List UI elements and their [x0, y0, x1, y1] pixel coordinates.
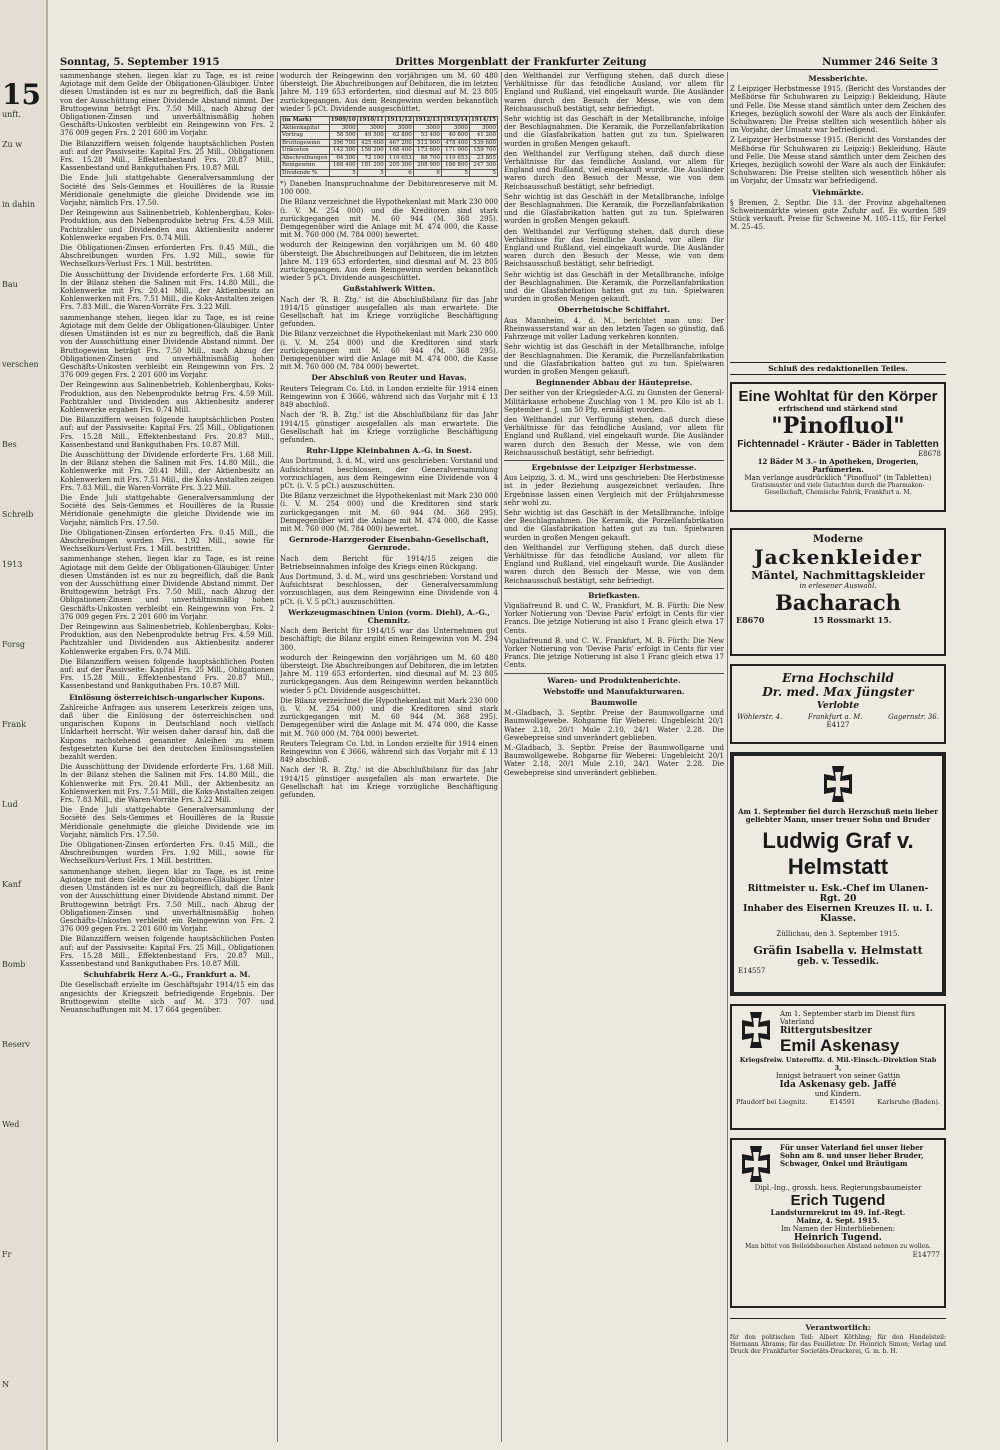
table-cell: 72 100	[357, 154, 385, 162]
article-paragraph: wodurch der Reingewinn den vorjährigen um M. 60 480 übersteigt. Die Abschreibungen auf Debitoren, die im letzten Jahre M. 119 653 erforderten, sind diesmal auf M. 23 805 zurückgegangen. Aus dem Reingewinn werden bekanntlich wieder 5 pCt. Dividende ausgeschüttet.	[280, 653, 498, 695]
article-heading: Viehmärkte.	[812, 187, 864, 197]
table-cell: 3000	[413, 124, 441, 132]
article-paragraph: Der Reingewinn aus Salinenbetrieb, Kohlenbergbau, Koks-Produktion, aus den Nebenprodukte betrug Frs. 4.59 Mill. Pachtzahler und Dividenden aus Aktienbesitz anderer Kohlenwerke ergaben Frs. 0.74 Mill.	[60, 623, 274, 656]
ad-subline: erfrischend und stärkend sind	[778, 404, 898, 413]
article-paragraph: Z Leipziger Herbstmesse 1915. (Bericht des Vorstandes der Meßbörse für Schuhwaren zu Leipzig:) Bekleidung, Häute und Felle. Die Messe stand sämtlich unter dem Zeichen des Krieges, bezüglich sowohl der Ware als auch der Einkäufer. Schuhwaren: Die Preise stellten sich wesentlich höher als im Vorjahr, der Umsatz war befriedigend.	[730, 136, 946, 186]
article-paragraph: Der Reingewinn aus Salinenbetrieb, Kohlenbergbau, Koks-Produktion, aus den Nebenprodukte betrug Frs. 4.59 Mill. Pachtzahler und Dividenden aus Aktienbesitz anderer Kohlenwerke ergaben Frs. 0.74 Mill.	[60, 209, 274, 242]
gutter-fragment: Kanf	[2, 880, 21, 889]
obituary-intro: Am 1. September fiel durch Herzschuß mein lieber geliebter Mann, unser treuer Sohn und Bruder	[738, 807, 938, 824]
ad-kicker: Moderne	[813, 534, 863, 545]
engagement-notice	[730, 664, 946, 744]
table-cell: 539 600	[469, 139, 497, 147]
table-cell: 58 500	[329, 132, 357, 140]
article-column-1	[60, 72, 274, 1442]
article-paragraph: Z Leipziger Herbstmesse 1915. (Bericht des Vorstandes der Meßbörse für Schuhwaren zu Leipzig:) Bekleidung, Häute und Felle. Die Messe stand sämtlich unter dem Zeichen des Krieges, bezüglich sowohl der Ware als auch der Einkäufer. Schuhwaren: Die Preise stellten sich wesentlich höher als im Vorjahr, der Umsatz war befriedigend.	[730, 85, 946, 135]
article-paragraph: Die Bilanzziffern weisen folgende hauptsächlichen Posten auf: auf der Passivseite: Kapital Frs. 25 Mill., Obligationen Frs. 15.28 Mill., Effektenbestand Frs. 20.87 Mill., Kassenbestand und Bankguthaben Frs. 10.87 Mill.	[60, 416, 274, 449]
table-cell: 171 900	[441, 147, 469, 155]
page-number: Nummer 246 Seite 3	[822, 57, 938, 68]
column-divider	[501, 72, 502, 1442]
article-paragraph: Die Obligationen-Zinsen erforderten Frs. 0.45 Mill., die Abschreibungen wurden Frs. 1.92 Mill., sowie für Wechselkurs-Verlust Frs. 1 Mill. bestritten.	[60, 841, 274, 866]
notice-city: Frankfurt a. M.	[807, 713, 863, 721]
ad-contact: Gratismuster und viele Gutachten durch die Pharmakon-Gesellschaft, Chemische Fabrik, Frankfurt a. M.	[751, 482, 925, 496]
article-paragraph: Aus Dortmund, 3. d. M., wird uns geschrieben: Vorstand und Aufsichtsrat beschlossen, der Generalversammlung vorzuschlagen, aus dem Reingewinn eine Dividende von 4 pCt. (i. V. 5 pCt.) auszuschütten.	[280, 572, 498, 606]
table-row	[281, 124, 498, 132]
article-paragraph: Die Bilanzziffern weisen folgende hauptsächlichen Posten auf: auf der Passivseite: Kapital Frs. 25 Mill., Obligationen Frs. 15.28 Mill., Effektenbestand Frs. 20.87 Mill., Kassenbestand und Bankguthaben Frs. 10.87 Mill.	[60, 657, 274, 691]
ad-pinofluol	[730, 382, 946, 512]
obituary-tugend	[730, 1138, 946, 1308]
table-cell: Abschreibungen	[282, 154, 328, 161]
table-row	[281, 154, 498, 162]
gutter-fragment: unft.	[2, 110, 22, 119]
article-paragraph: Sehr wichtig ist das Geschäft in der Metallbranche, infolge der Beschlagnahmen. Die Keramik, die Porzellanfabrikation und die Glasfabrikation hatten gut zu tun. Spielwaren wurden in großen Mengen gekauft.	[504, 508, 724, 542]
table-row	[281, 139, 498, 147]
obituary-honor: Inhaber des Eisernen Kreuzes II. u. I. Klasse.	[743, 904, 933, 924]
article-paragraph: sammenhange stehen, liegen klar zu Tage, es ist reine Agiotage mit dem Gelde der Obligationen-Gläubiger. Unter diesen Umständen ist es nur zu begreiflich, daß die Bank von der Ausschüttung einer Dividende Abstand nimmt. Der Bruttogewinn beträgt Frs. 7.50 Mill., nach Abzug der Obligationen-Zinsen und unverhältnismäßig hohen Geschäfts-Unkosten verbleibt ein Reingewinn von Frs. 2 376 009 gegen Frs. 2 201 600 im Vorjahr.	[60, 72, 274, 138]
table-cell: 3000	[441, 124, 469, 132]
article-paragraph: Sehr wichtig ist das Geschäft in der Metallbranche, infolge der Beschlagnahmen. Die Keramik, die Porzellanfabrikation und die Glasfabrikation hatten gut zu tun. Spielwaren wurden in großen Mengen gekauft.	[504, 192, 724, 226]
ad-brand: Bacharach	[775, 590, 901, 615]
table-row	[281, 147, 498, 155]
article-paragraph: Aus Mannheim, 4. d. M., berichtet man uns: Der Rheinwasserstand war an den letzten Tagen so günstig, daß Fahrzeuge mit voller Ladung verkehren konnten.	[504, 316, 724, 342]
article-paragraph: Nach der 'R. B. Ztg.' ist die Abschlußbilanz für das Jahr 1914/15 günstiger ausgefallen als man erwartete. Die Gesellschaft hat im Kriege vorzügliche Beschäftigung gefunden.	[280, 295, 498, 329]
table-cell: 41 200	[469, 132, 497, 140]
table-header-cell: 1913/14	[442, 117, 468, 124]
section-rule	[504, 588, 724, 589]
table-cell: 512 900	[413, 139, 441, 147]
table-row	[281, 162, 498, 170]
article-paragraph: Sehr wichtig ist das Geschäft in der Metallbranche, infolge der Beschlagnahmen. Die Keramik, die Porzellanfabrikation und die Glasfabrikation hatten gut zu tun. Spielwaren wurden in großen Mengen gekauft.	[504, 270, 724, 304]
column-divider	[727, 72, 728, 1442]
article-heading: Beginnender Abbau der Häutepreise.	[535, 378, 693, 388]
article-paragraph: Die Ausschüttung der Dividende erforderte Frs. 1.68 Mill. In der Bilanz stehen die Salinen mit Frs. 14.80 Mill., die Kohlenwerke mit Frs. 20.41 Mill., der Aktienbesitz an Kohlenwerken mit Frs. 7.51 Mill., die Koks-Anstalten zeigen Frs. 7.83 Mill., die Waren-Vorräte Frs. 3.22 Mill.	[60, 450, 274, 492]
article-heading: Der Abschluß von Reuter und Havas.	[311, 373, 467, 383]
article-heading: Messberichte.	[808, 74, 868, 83]
ad-headline: Eine Wohltat für den Körper	[738, 388, 938, 405]
table-cell: 173 600	[413, 147, 441, 155]
ad-brand: "Pinofluol"	[771, 413, 905, 439]
obituary-signer: Ida Askenasy geb. Jaffé	[779, 1080, 897, 1090]
article-paragraph: Die Ende Juli stattgehabte Generalversammlung der Société des Sels-Gemmes et Houillères de la Russie Méridionale genehmigte die gleiche Dividende wie im Vorjahr, nämlich Frs. 17.50.	[60, 806, 274, 839]
gutter-fragment: Bomb	[2, 960, 26, 969]
ad-note: Man verlange ausdrücklich "Pinofluol" (in Tabletten)	[744, 474, 932, 482]
gutter-fragment: Schreib	[2, 510, 34, 519]
notice-label: Verlobte	[816, 701, 860, 711]
article-paragraph: Aus Dortmund, 3. d. M., wird uns geschrieben: Vorstand und Aufsichtsrat beschlossen, der Generalversammlung vorzuschlagen, aus dem Reingewinn eine Dividende von 4 pCt. (i. V. 5 pCt.) auszuschütten.	[280, 457, 498, 490]
gutter-fragment: Bau	[2, 280, 18, 289]
obituary-intro: Am 1. September starb im Dienst fürs Vaterland	[780, 1010, 915, 1026]
article-paragraph: Vigaliafreund B. und C. W., Frankfurt, M. B. Fürth: Die New Yorker Notierung von 'Devise Paris' erfolgt in Cents für vier Francs. Die jetzige Notierung ist also 1 Franc gleich etwa 17 Cents.	[504, 601, 724, 635]
article-paragraph: Aus Leipzig, 3. d. M., wird uns geschrieben: Die Herbstmesse ist in jeder Beziehung ausgezeichnet verlaufen. Ihre Ergebnisse lassen einen Vergleich mit der Frühjahrsmesse sehr wohl zu.	[504, 474, 724, 507]
table-row	[281, 169, 498, 177]
obituary-name: Emil Askenasy	[780, 1036, 900, 1055]
gutter-fragment: Frank	[2, 720, 27, 729]
article-paragraph: Zahlreiche Anfragen aus unserem Leserkreis zeigen uns, daß über die Einlösung der österreichischen und ungarischen Kupons in Deutschland noch vielfach Unklarheit herrscht. Wir weisen daher darauf hin, daß die Kupons nachstehend genannter Anleihen zu einem festgesetzten Kurse bei den deutschen Einlösungsstellen bezahlt werden.	[60, 703, 274, 762]
page-header	[60, 56, 938, 70]
ad-code: E8678	[918, 450, 941, 458]
table-cell: 88 700	[413, 154, 441, 162]
imprint	[730, 1318, 946, 1378]
gutter-fragment: Reserv	[2, 1040, 30, 1049]
obituary-place: Züllichau, den 3. September 1915.	[776, 930, 900, 938]
table-cell: Reingewinn	[281, 162, 330, 170]
table-header-cell: (in Mark)	[281, 117, 330, 125]
article-paragraph: Die Obligationen-Zinsen erforderten Frs. 0.45 Mill., die Abschreibungen wurden Frs. 1.92 Mill., sowie für Wechselkurs-Verlust Frs. 1 Mill. bestritten.	[60, 528, 274, 554]
table-cell: 181 200	[357, 162, 385, 170]
obituary-rank: Landsturmrekrut im 49. Inf.-Regt.	[770, 1208, 906, 1217]
table-cell: Dividende %	[281, 169, 330, 177]
table-cell: 156 200	[357, 147, 385, 155]
table-cell: Vortrag	[281, 132, 330, 140]
table-cell: 5	[329, 169, 357, 177]
obituary-title: Dipl.-Ing., grossh. hess. Regierungsbaumeister	[754, 1184, 922, 1192]
ad-note: in erlesener Auswahl.	[799, 582, 877, 590]
obituary-helmstatt	[730, 752, 946, 996]
article-paragraph: wodurch der Reingewinn den vorjährigen um M. 60 480 übersteigt. Die Abschreibungen auf Debitoren, die im letzten Jahre M. 119 653 erforderten, sind diesmal auf M. 23 805 zurückgegangen. Aus dem Reingewinn werden bekanntlich wieder 5 pCt. Dividende ausgeschüttet.	[280, 72, 498, 113]
ad-code: E14557	[738, 967, 766, 975]
notice-address: Gagernstr. 36.	[888, 713, 939, 721]
article-paragraph: Die Ausschüttung der Dividende erforderte Frs. 1.68 Mill. In der Bilanz stehen die Salinen mit Frs. 14.80 Mill., die Kohlenwerke mit Frs. 20.41 Mill., der Aktienbesitz an Kohlenwerken mit Frs. 7.51 Mill., die Koks-Anstalten zeigen Frs. 7.83 Mill., die Waren-Vorräte Frs. 3.22 Mill.	[60, 270, 274, 312]
table-cell: 142 300	[329, 147, 357, 155]
imprint-heading: Verantwortlich:	[805, 1323, 871, 1332]
article-column-2	[280, 72, 498, 1442]
article-paragraph: Reuters Telegram Co. Ltd. in London erzielte für 1914 einen Reingewinn von £ 3666, während sich das Vorjahr mit £ 13 849 abschloß.	[280, 739, 498, 765]
table-cell: 23 805	[469, 154, 497, 162]
ad-subline: Mäntel, Nachmittagskleider	[751, 569, 925, 582]
table-cell: 3000	[469, 124, 497, 132]
newspaper-title: Drittes Morgenblatt der Frankfurter Zeitung	[395, 57, 647, 68]
gutter-fragment: Zu w	[2, 140, 23, 149]
table-cell: 3000	[357, 124, 385, 132]
obituary-rank: Rittmeister u. Esk.-Chef im Ulanen-Rgt. 20	[747, 884, 929, 904]
table-cell: 64 300	[329, 154, 357, 162]
article-column-3	[504, 72, 724, 1442]
article-paragraph: Nach dem Bericht für 1914/15 zeigen die Betriebseinnahmen infolge des Kriegs einen Rückgang.	[280, 554, 498, 571]
obituary-place: Mainz, 4. Sept. 1915.	[796, 1216, 880, 1225]
article-paragraph: Sehr wichtig ist das Geschäft in der Metallbranche, infolge der Beschlagnahmen. Die Keramik, die Porzellanfabrikation und die Glasfabrikation hatten gut zu tun. Spielwaren wurden in großen Mengen gekauft.	[504, 115, 724, 148]
table-cell: 119 653	[441, 154, 469, 162]
article-paragraph: Die Bilanz verzeichnet die Hypothekenlast mit Mark 230 000 (i. V. M. 254 000) und die Kreditoren sind stark zurückgegangen mit M. 60 944 (M. 368 295). Demgegenüber wird die Anlage mit M. 474 000, die Kasse mit M. 760 000 (M. 784 000) bewertet.	[280, 492, 498, 533]
obituary-rank: Kriegsfreiw. Unteroffiz. d. Mil.-Einsch.-Direktion Stab 3,	[739, 1056, 937, 1072]
financial-table	[280, 116, 498, 177]
table-cell: 168 400	[329, 162, 357, 170]
gutter-fragment: 1913	[2, 560, 23, 569]
article-paragraph: Die Obligationen-Zinsen erforderten Frs. 0.45 Mill., die Abschreibungen wurden Frs. 1.92 Mill., sowie für Wechselkurs-Verlust Frs. 1 Mill. bestritten.	[60, 244, 274, 269]
gutter-page-fragment: 15	[2, 78, 41, 111]
table-header-cell: 1910/11	[358, 117, 384, 124]
column-divider	[277, 72, 278, 1442]
table-cell: Bruttogewinn	[281, 139, 330, 147]
article-heading: Ruhr-Lippe Kleinbahnen A.-G. in Soest.	[306, 446, 472, 456]
article-paragraph: Die Bilanz verzeichnet die Hypothekenlast mit Mark 230 000 (i. V. M. 254 000) und die Kreditoren sind stark zurückgegangen mit M. 60 944 (M. 368 295). Demgegenüber wird die Anlage mit M. 474 000, die Kasse mit M. 760 000 (M. 784 000) bewertet.	[280, 198, 498, 240]
table-cell: 168 400	[385, 147, 413, 155]
section-rule	[504, 460, 724, 461]
article-paragraph: den Welthandel zur Verfügung stehen, daß durch diese Verhältnisse für das feindliche Ausland, vor allem für England und Rußland, viel eingekauft wurde. Die Ausländer waren durch den Besuch der Messe, wie von dem Reichsausschuß bestätigt, sehr befriedigt.	[504, 72, 724, 113]
table-header-cell: 1914/15	[471, 117, 496, 124]
gutter-fragment: N	[2, 1380, 9, 1389]
table-cell: 205 300	[385, 162, 413, 170]
iron-cross-icon	[818, 764, 858, 804]
article-paragraph: Der Reingewinn aus Salinenbetrieb, Kohlenbergbau, Koks-Produktion, aus den Nebenprodukte betrug Frs. 4.59 Mill. Pachtzahler und Dividenden aus Aktienbesitz anderer Kohlenwerke ergaben Frs. 0.74 Mill.	[60, 381, 274, 414]
issue-date: Sonntag, 5. September 1915	[60, 57, 220, 68]
table-cell: 6	[385, 169, 413, 177]
table-cell: 40 800	[441, 132, 469, 140]
iron-cross-icon	[736, 1144, 776, 1184]
article-paragraph: Die Ende Juli stattgehabte Generalversammlung der Société des Sels-Gemmes et Houillères de la Russie Méridionale genehmigte die gleiche Dividende wie im Vorjahr, nämlich Frs. 17.50.	[60, 174, 274, 208]
table-cell: 478 400	[441, 139, 469, 147]
article-paragraph: den Welthandel zur Verfügung stehen, daß durch diese Verhältnisse für das feindliche Ausland, vor allem für England und Rußland, viel eingekauft wurde. Die Ausländer waren durch den Besuch der Messe, wie von dem Reichsausschuß bestätigt, sehr befriedigt.	[504, 415, 724, 457]
obituary-text: Innigst betrauert von seiner Gattin	[775, 1072, 901, 1080]
gutter-fragment: Bes	[2, 440, 17, 449]
table-cell: 49 500	[357, 132, 385, 140]
article-paragraph: Die Bilanz verzeichnet die Hypothekenlast mit Mark 230 000 (i. V. M. 254 000) und die Kreditoren sind stark zurückgegangen mit M. 60 944 (M. 368 295). Demgegenüber wird die Anlage mit M. 474 000, die Kasse mit M. 760 000 (M. 784 000) bewertet.	[280, 696, 498, 738]
iron-cross-icon	[736, 1010, 776, 1050]
article-paragraph: sammenhange stehen, liegen klar zu Tage, es ist reine Agiotage mit dem Gelde der Obligationen-Gläubiger. Unter diesen Umständen ist es nur zu begreiflich, daß die Bank von der Ausschüttung einer Dividende Abstand nimmt. Der Bruttogewinn beträgt Frs. 7.50 Mill., nach Abzug der Obligationen-Zinsen und unverhältnismäßig hohen Geschäfts-Unkosten verbleibt ein Reingewinn von Frs. 2 376 009 gegen Frs. 2 201 600 im Vorjahr.	[60, 313, 274, 380]
article-paragraph: Nach dem Bericht für 1914/15 war das Unternehmen gut beschäftigt; die Bilanz ergibt einen Reingewinn von M. 294 300.	[280, 627, 498, 652]
obituary-note: Man bittet von Beileidsbesuchen Abstand nehmen zu wollen.	[745, 1243, 931, 1250]
gutter-fragment: Fr	[2, 1250, 12, 1259]
article-paragraph: den Welthandel zur Verfügung stehen, daß durch diese Verhältnisse für das feindliche Ausland, vor allem für England und Rußland, viel eingekauft wurde. Die Ausländer waren durch den Besuch der Messe, wie von dem Reichsausschuß bestätigt, sehr befriedigt.	[504, 227, 724, 269]
table-cell: 186 800	[441, 162, 469, 170]
article-paragraph: Reuters Telegram Co. Ltd. in London erzielte für 1914 einen Reingewinn von £ 3666, während sich das Vorjahr mit £ 13 849 abschloß.	[280, 384, 498, 410]
obituary-name: Erich Tugend	[790, 1192, 886, 1209]
table-cell: 467 200	[385, 139, 413, 147]
obituary-place: Pfaudorf bei Liegnitz.	[736, 1098, 808, 1106]
article-paragraph: § Bremen, 2. Septbr. Die 13. der Provinz abgehaltenen Schweinemärkte wiesen gute Zufuhr auf. Es wurden 589 Stück verkauft. Preise für Schweine M. 105–115, für Ferkel M. 25–45.	[730, 198, 946, 232]
table-footnote: *) Daneben Inanspruchnahme der Debitorenreserve mit M. 100 000.	[280, 180, 498, 197]
article-subheading: Baumwolle	[590, 698, 638, 708]
ad-code: E4127	[826, 721, 850, 729]
article-column-4	[730, 72, 946, 362]
table-body	[281, 124, 498, 177]
article-paragraph: sammenhange stehen, liegen klar zu Tage, es ist reine Agiotage mit dem Gelde der Obligationen-Gläubiger. Unter diesen Umständen ist es nur zu begreiflich, daß die Bank von der Ausschüttung einer Dividende Abstand nimmt. Der Bruttogewinn beträgt Frs. 7.50 Mill., nach Abzug der Obligationen-Zinsen und unverhältnismäßig hohen Geschäfts-Unkosten verbleibt ein Reingewinn von Frs. 2 376 009 gegen Frs. 2 201 600 im Vorjahr.	[60, 555, 274, 621]
article-subheading: Webstoffe und Manufakturwaren.	[543, 686, 685, 696]
table-header-row	[281, 117, 498, 125]
gutter-fragment: Lud	[2, 800, 18, 809]
obituary-text: Im Namen der Hinterbliebenen:	[780, 1225, 896, 1233]
editorial-end-line: Schluß des redaktionellen Teiles.	[730, 362, 946, 375]
gutter-fragment: in dahin	[2, 200, 36, 209]
article-paragraph: M.-Gladbach, 3. Septbr. Preise der Baumwollgarne und Baumwollgewebe. Rohgarne für Weberei: Ungebleicht 20/1 Water 2.18, 20/1 Mule 2.10, 24/1 Water 2.28. Die Gewebepreise sind unverändert geblieben.	[504, 744, 724, 777]
table-cell: 425 600	[357, 139, 385, 147]
table-cell: 247 300	[469, 162, 497, 170]
article-paragraph: M.-Gladbach, 3. Septbr. Preise der Baumwollgarne und Baumwollgewebe. Rohgarne für Weberei: Ungebleicht 20/1 Water 2.18, 20/1 Mule 2.10, 24/1 Water 2.28. Die Gewebepreise sind unverändert geblieben.	[504, 709, 724, 742]
table-cell: 5	[469, 169, 497, 177]
article-paragraph: den Welthandel zur Verfügung stehen, daß durch diese Verhältnisse für das feindliche Ausland, vor allem für England und Rußland, viel eingekauft wurde. Die Ausländer waren durch den Besuch der Messe, wie von dem Reichsausschuß bestätigt, sehr befriedigt.	[504, 149, 724, 191]
ad-headline: Jackenkleider	[754, 545, 922, 569]
table-cell: 62 800	[385, 132, 413, 140]
ad-address: 15 Rossmarkt 15.	[812, 615, 892, 625]
table-cell: 5	[441, 169, 469, 177]
table-cell: 5	[357, 169, 385, 177]
article-paragraph: sammenhange stehen, liegen klar zu Tage, es ist reine Agiotage mit dem Gelde der Obligationen-Gläubiger. Unter diesen Umständen ist es nur zu begreiflich, daß die Bank von der Ausschüttung einer Dividende Abstand nimmt. Der Bruttogewinn beträgt Frs. 7.50 Mill., nach Abzug der Obligationen-Zinsen und unverhältnismäßig hohen Geschäfts-Unkosten verbleibt ein Reingewinn von Frs. 2 376 009 gegen Frs. 2 201 600 im Vorjahr.	[60, 867, 274, 934]
notice-address: Wöhlerstr. 4.	[737, 713, 783, 721]
article-heading: Werkzeugmaschinen Union (vorm. Diehl), A.-G., Chemnitz.	[288, 607, 490, 625]
table-cell: 53 400	[413, 132, 441, 140]
obituary-signer: Heinrich Tugend.	[794, 1233, 882, 1243]
article-heading: Waren- und Produktenberichte.	[547, 675, 681, 685]
section-rule	[504, 673, 724, 674]
table-cell: 6	[413, 169, 441, 177]
article-paragraph: Sehr wichtig ist das Geschäft in der Metallbranche, infolge der Beschlagnahmen. Die Keramik, die Porzellanfabrikation und die Glasfabrikation hatten gut zu tun. Spielwaren wurden in großen Mengen gekauft.	[504, 343, 724, 376]
table-row	[281, 132, 498, 140]
notice-name: Dr. med. Max Jüngster	[762, 685, 914, 699]
gutter-fragment: Wed	[2, 1120, 20, 1129]
ad-product: Fichtennadel - Kräuter - Bäder in Tabletten	[737, 439, 939, 450]
table-header-cell: 1909/10	[330, 117, 356, 124]
ad-price: 12 Bäder M 3.– in Apotheken, Drogerien, Parfümerien.	[757, 457, 919, 474]
article-paragraph: Die Ausschüttung der Dividende erforderte Frs. 1.68 Mill. In der Bilanz stehen die Salinen mit Frs. 14.80 Mill., die Kohlenwerke mit Frs. 20.41 Mill., der Aktienbesitz an Kohlenwerken mit Frs. 7.51 Mill., die Koks-Anstalten zeigen Frs. 7.83 Mill., die Waren-Vorräte Frs. 3.22 Mill.	[60, 763, 274, 805]
ad-code: E14777	[912, 1251, 940, 1259]
article-paragraph: Die Bilanz verzeichnet die Hypothekenlast mit Mark 230 000 (i. V. M. 254 000) und die Kreditoren sind stark zurückgegangen mit M. 60 944 (M. 368 295). Demgegenüber wird die Anlage mit M. 474 000, die Kasse mit M. 760 000 (M. 784 000) bewertet.	[280, 330, 498, 372]
obituary-title: Rittergutsbesitzer	[780, 1026, 872, 1036]
article-paragraph: Nach der 'R. B. Ztg.' ist die Abschlußbilanz für das Jahr 1914/15 günstiger ausgefallen als man erwartete. Die Gesellschaft hat im Kriege vorzügliche Beschäftigung gefunden.	[280, 766, 498, 800]
ad-code: E8670	[736, 615, 765, 625]
article-paragraph: wodurch der Reingewinn den vorjährigen um M. 60 480 übersteigt. Die Abschreibungen auf Debitoren, die im letzten Jahre M. 119 653 erforderten, sind diesmal auf M. 23 805 zurückgegangen. Aus dem Reingewinn werden bekanntlich wieder 5 pCt. Dividende ausgeschüttet.	[280, 241, 498, 283]
article-paragraph: Der seither von der Kriegsleder-A.G. zu Gunsten der General-Militärkasse erhobene Zuschlag von 1 M. pro Kilo ist ab 1. September d. J. um 50 Pfg. ermäßigt worden.	[504, 389, 724, 414]
table-header-cell: 1912/13	[414, 117, 440, 124]
obituary-signer-note: geb. v. Tessedik.	[797, 957, 879, 967]
article-heading: Gußstahlwerk Witten.	[342, 284, 436, 294]
previous-page-gutter	[0, 0, 48, 1450]
gutter-fragment: Forsg	[2, 640, 25, 649]
article-heading: Oberrheinische Schiffahrt.	[557, 305, 671, 315]
table-header-cell: 1911/12	[386, 117, 412, 124]
article-heading: Gernrode-Harzgeroder Eisenbahn-Gesellschaft, Gernrode.	[289, 535, 489, 553]
article-paragraph: Die Gesellschaft erzielte im Geschäftsjahr 1914/15 ein das angesichts der Kriegszeit befriedigende Ergebnis. Der Bruttogewinn stellte sich auf M. 373 707 und Neuanschaffungen mit M. 17 664 gegenüber.	[60, 981, 274, 1014]
table-cell: Unkosten	[281, 147, 330, 155]
obituary-name: Ludwig Graf v. Helmstatt	[762, 828, 914, 879]
table-cell: 3000	[385, 124, 413, 132]
obituary-signer-note: und Kindern.	[814, 1090, 862, 1098]
article-paragraph: Die Bilanzziffern weisen folgende hauptsächlichen Posten auf: auf der Passivseite: Kapital Frs. 25 Mill., Obligationen Frs. 15.28 Mill., Effektenbestand Frs. 20.87 Mill., Kassenbestand und Bankguthaben Frs. 10.87 Mill.	[60, 935, 274, 968]
obituary-intro: Für unser Vaterland fiel unser lieber Sohn am 8. und unser lieber Bruder, Schwager, Onkel und Bräutigam	[780, 1143, 924, 1168]
obituary-place: Karlsruhe (Baden).	[877, 1098, 940, 1106]
article-heading: Briefkasten.	[588, 590, 640, 600]
article-heading: Schuhfabrik Herz A.-G., Frankfurt a. M.	[83, 970, 251, 980]
ad-bacharach	[730, 528, 946, 656]
obituary-signer: Gräfin Isabella v. Helmstatt	[753, 944, 923, 957]
table-cell: 3000	[329, 124, 357, 132]
article-heading: Einlösung österreichisch-ungarischer Kupons.	[69, 692, 265, 702]
table-cell: Aktienkapital	[281, 124, 330, 132]
article-paragraph: Die Ende Juli stattgehabte Generalversammlung der Société des Sels-Gemmes et Houillères de la Russie Méridionale genehmigte die gleiche Dividende wie im Vorjahr, nämlich Frs. 17.50.	[60, 493, 274, 527]
table-cell: 396 700	[329, 139, 357, 147]
article-paragraph: Die Bilanzziffern weisen folgende hauptsächlichen Posten auf: auf der Passivseite: Kapital Frs. 25 Mill., Obligationen Frs. 15.28 Mill., Effektenbestand Frs. 20.87 Mill., Kassenbestand und Bankguthaben Frs. 10.87 Mill.	[60, 139, 274, 173]
article-paragraph: Vigaliafreund B. und C. W., Frankfurt, M. B. Fürth: Die New Yorker Notierung von 'Devise Paris' erfolgt in Cents für vier Francs. Die jetzige Notierung ist also 1 Franc gleich etwa 17 Cents.	[504, 636, 724, 670]
obituary-askenasy	[730, 1004, 946, 1130]
article-paragraph: Nach der 'R. B. Ztg.' ist die Abschlußbilanz für das Jahr 1914/15 günstiger ausgefallen als man erwartete. Die Gesellschaft hat im Kriege vorzügliche Beschäftigung gefunden.	[280, 411, 498, 444]
gutter-fragment: verschen	[2, 360, 39, 369]
imprint-text: für den politischen Teil: Albert Köthling; für den Handelsteil: Hermann Abrams; für das Feuilleton: Dr. Heinrich Simon; Verlag und Druck der Frankfurter Societäts-Druckerei, G. m. b. H.	[730, 1334, 946, 1356]
table-cell: 119 653	[385, 154, 413, 162]
notice-name: Erna Hochschild	[782, 671, 894, 685]
article-paragraph: den Welthandel zur Verfügung stehen, daß durch diese Verhältnisse für das feindliche Ausland, vor allem für England und Rußland, viel eingekauft wurde. Die Ausländer waren durch den Besuch der Messe, wie von dem Reichsausschuß bestätigt, sehr befriedigt.	[504, 543, 724, 585]
article-heading: Ergebnisse der Leipziger Herbstmesse.	[531, 462, 697, 472]
ad-code: E14591	[829, 1098, 856, 1106]
table-cell: 159 700	[469, 147, 497, 155]
table-cell: 208 900	[413, 162, 441, 170]
